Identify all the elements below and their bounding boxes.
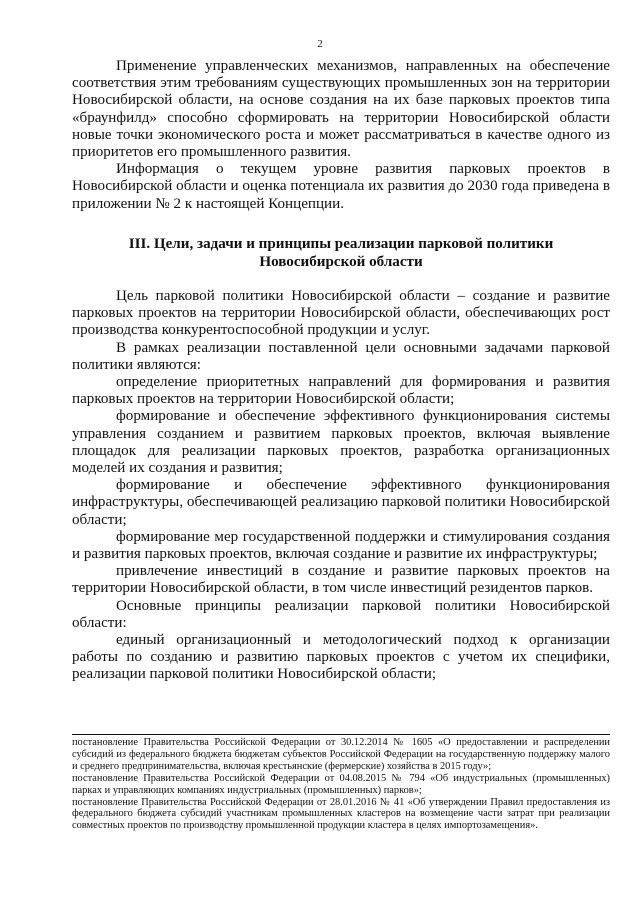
paragraph: Применение управленческих механизмов, направленных на обеспечение соответствия этим требованиям существующих промышленных зон на территории Новосибирской области, на основе создания на их базе парковых проектов типа «браунфилд» способно сформировать на территории Новосибирской области новые точки экономического роста и может рассматриваться в качестве одного из приоритетов его промышленного развития. xyxy=(72,58,610,161)
list-item: единый организационный и методологический подход к организации работы по созданию и развитию парковых проектов с учетом их специфики, реализации парковой политики Новосибирской области; xyxy=(72,632,610,683)
section-heading-line1: III. Цели, задачи и принципы реализации парковой политики xyxy=(128,236,554,252)
intro-text xyxy=(72,58,610,213)
list-item: определение приоритетных направлений для формирования и развития парковых проектов на территории Новосибирской области; xyxy=(72,374,610,408)
list-item: формирование мер государственной поддержки и стимулирования создания и развития парковых проектов, включая создание и развитие их инфраструктуры; xyxy=(72,528,610,563)
page-number: 2 xyxy=(317,38,323,50)
paragraph: В рамках реализации поставленной цели основными задачами парковой политики являются: xyxy=(72,339,610,373)
footnotes xyxy=(72,737,610,832)
section-heading-line2: Новосибирской области xyxy=(259,253,423,270)
list-item: привлечение инвестиций в создание и развитие парковых проектов на территории Новосибирской области, в том числе инвестиций резидентов парков. xyxy=(72,563,610,597)
footnote: постановление Правительства Российской Федерации от 04.08.2015 № 794 «Об индустриальных (промышленных) парках и управляющих компаниях индустриальных (промышленных) парков»; xyxy=(72,772,610,796)
paragraph: Информация о текущем уровне развития парковых проектов в Новосибирской области и оценка потенциала их развития до 2030 года приведена в приложении № 2 к настоящей Концепции. xyxy=(72,161,610,212)
footnote: постановление Правительства Российской Федерации от 30.12.2014 № 1605 «О предоставлении и распределении субсидий из федерального бюджета бюджетам субъектов Российской Федерации на государственную поддержку малого и среднего предпринимательства, включая крестьянские (фермерские) хозяйства в 2015 году»; xyxy=(72,737,610,772)
list-item: формирование и обеспечение эффективного функционирования инфраструктуры, обеспечивающей реализацию парковой политики Новосибирской области; xyxy=(72,477,610,528)
section-text xyxy=(72,288,610,684)
paragraph: Цель парковой политики Новосибирской области – создание и развитие парковых проектов на территории Новосибирской области, обеспечивающих рост производства конкурентоспособной продукции и услуг. xyxy=(72,288,610,339)
footnote: постановление Правительства Российской Федерации от 28.01.2016 № 41 «Об утверждении Правил предоставления из федерального бюджета субсидий участникам промышленных кластеров на возмещение части затрат при реализации совместных проектов по производству промышленной продукции кластера в целях импортозамещения». xyxy=(72,796,610,832)
paragraph: Основные принципы реализации парковой политики Новосибирской области: xyxy=(72,597,610,631)
footnote-divider xyxy=(72,734,610,735)
list-item: формирование и обеспечение эффективного функционирования системы управления созданием и развитием парковых проектов, включая выявление площадок для реализации парковых проектов, разработка организационных моделей их создания и развития; xyxy=(72,408,610,477)
section-heading xyxy=(72,236,610,271)
